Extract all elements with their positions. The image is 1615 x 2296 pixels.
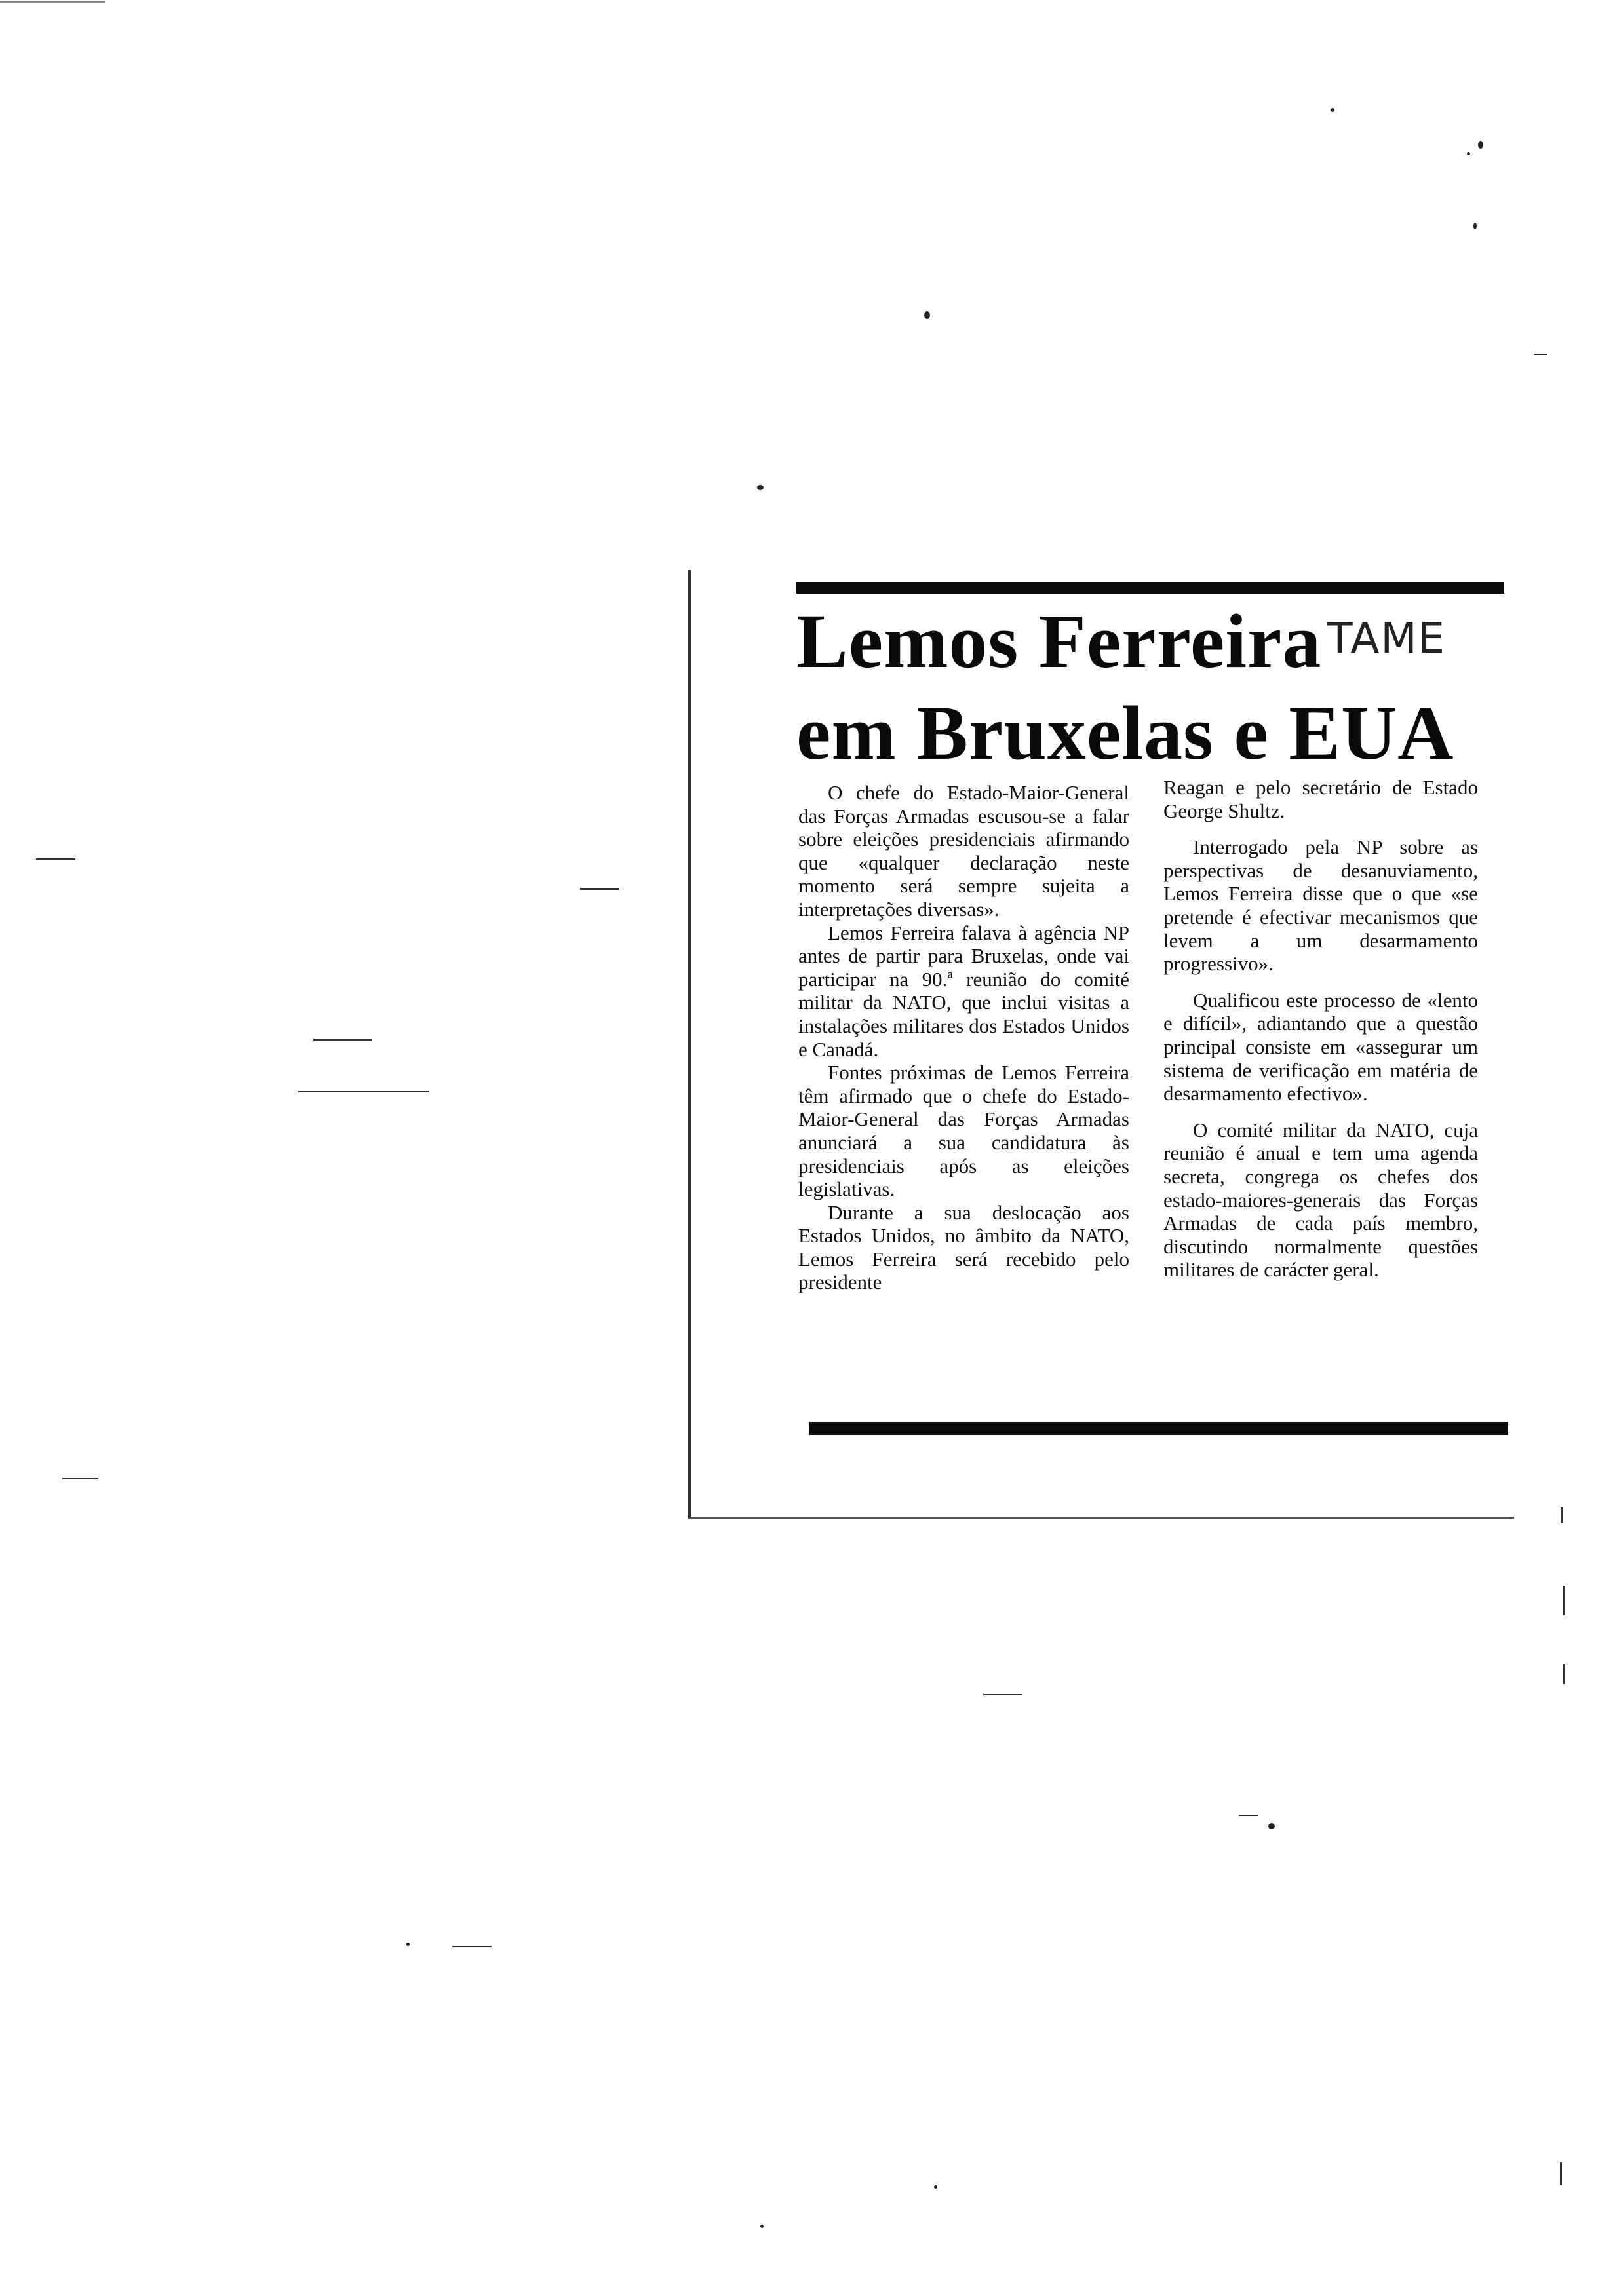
paragraph: Lemos Ferreira falava à agência NP antes de partir para Bruxelas, onde vai participar na 90.ª reunião do comité militar da NATO, que inclui visitas a instalações militares dos Estados Unidos e Canadá. [798,921,1129,1061]
paragraph: Reagan e pelo secretário de Estado George Shultz. [1163,776,1478,822]
paragraph: Interrogado pela NP sobre as perspectivas de desanuviamento, Lemos Ferreira disse que o que «se pretende é efectivar mecanismos que levem a um desarmamento progressivo». [1163,835,1478,976]
paragraph: Fontes próximas de Lemos Ferreira têm afirmado que o chefe do Estado-Maior-General das Forças Armadas anunciará a sua candidatura às presidenciais após as eleições legislativas. [798,1061,1129,1201]
top-rule [796,582,1504,594]
article-column-right [1163,776,1478,1282]
headline-line-2: em Bruxelas e EUA [796,690,1454,776]
handwritten-note: TAME [1327,615,1446,663]
paragraph: Qualificou este processo de «lento e difícil», adiantando que a questão principal consiste em «assegurar um sistema de verificação em matéria de desarmamento efectivo». [1163,988,1478,1105]
paragraph: Durante a sua deslocação aos Estados Unidos, no âmbito da NATO, Lemos Ferreira será recebido pelo presidente [798,1200,1129,1294]
paragraph: O chefe do Estado-Maior-General das Forças Armadas escusou-se a falar sobre eleições presidenciais afirmando que «qualquer declaração neste momento será sempre sujeita a interpretações diversas». [798,781,1129,921]
headline [796,593,1517,779]
bottom-rule [809,1422,1508,1435]
article-column-left [798,781,1129,1294]
headline-line-1: Lemos Ferreira [796,598,1322,684]
paragraph: O comité militar da NATO, cuja reunião é anual e tem uma agenda secreta, congrega os chefes dos estado-maiores-generais das Forças Armadas de cada país membro, discutindo normalmente questões militares de carácter geral. [1163,1118,1478,1282]
